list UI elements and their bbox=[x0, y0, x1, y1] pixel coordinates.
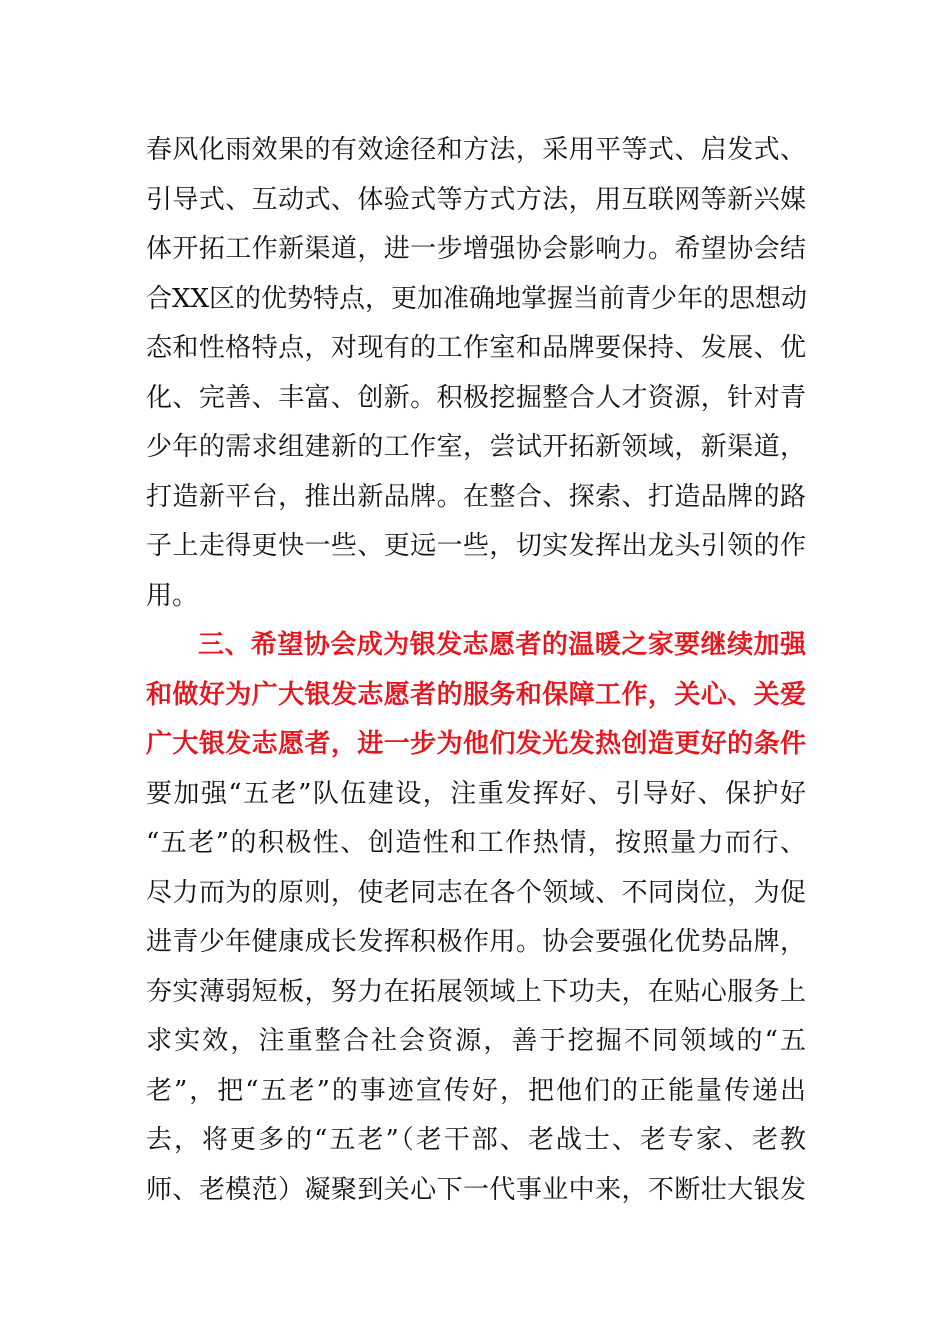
text-line: 子上走得更快一些、更远一些，切实发挥出龙头引领的作 bbox=[146, 531, 806, 561]
text-line: 打造新平台，推出新品牌。在整合、探索、打造品牌的路 bbox=[146, 481, 806, 512]
text-line: 用。 bbox=[146, 580, 199, 611]
text-line: 尽力而为的原则，使老同志在各个领域、不同岗位，为促 bbox=[146, 877, 806, 908]
heading-line: 和做好为广大银发志愿者的服务和保障工作，关心、关爱 bbox=[146, 679, 806, 710]
text-line: 化、完善、丰富、创新。积极挖掘整合人才资源，针对青 bbox=[146, 382, 806, 413]
paragraph-continued bbox=[146, 126, 806, 621]
text-line: 师、老模范）凝聚到关心下一代事业中来，不断壮大银发 bbox=[146, 1174, 806, 1205]
text-line: 进青少年健康成长发挥积极作用。协会要强化优势品牌， bbox=[146, 927, 806, 957]
paragraph-body bbox=[146, 770, 806, 1216]
text-line: 春风化雨效果的有效途径和方法，采用平等式、启发式、 bbox=[146, 135, 806, 165]
text-line: 要加强“五老”队伍建设，注重发挥好、引导好、保护好 bbox=[146, 778, 806, 809]
text-line: 合XX区的优势特点，更加准确地掌握当前青少年的思想动 bbox=[146, 283, 808, 314]
text-line: 求实效，注重整合社会资源，善于挖掘不同领域的“五 bbox=[146, 1026, 806, 1056]
text-line: 态和性格特点，对现有的工作室和品牌要保持、发展、优 bbox=[146, 333, 806, 363]
heading-line: 三、希望协会成为银发志愿者的温暖之家要继续加强 bbox=[198, 630, 806, 660]
heading-line: 广大银发志愿者，进一步为他们发光发热创造更好的条件 bbox=[146, 729, 806, 759]
text-line: 体开拓工作新渠道，进一步增强协会影响力。希望协会结 bbox=[146, 234, 806, 264]
text-line: 去，将更多的“五老”（老干部、老战士、老专家、老教 bbox=[146, 1125, 806, 1155]
text-line: 少年的需求组建新的工作室，尝试开拓新领域，新渠道， bbox=[146, 432, 806, 462]
document-page bbox=[146, 126, 806, 1215]
text-line: “五老”的积极性、创造性和工作热情，按照量力而行、 bbox=[146, 828, 806, 858]
text-line: 老”，把“五老”的事迹宣传好，把他们的正能量传递出 bbox=[146, 1075, 806, 1106]
text-line: 夯实薄弱短板，努力在拓展领域上下功夫，在贴心服务上 bbox=[146, 976, 806, 1007]
text-line: 引导式、互动式、体验式等方式方法，用互联网等新兴媒 bbox=[146, 184, 806, 215]
section-heading bbox=[146, 621, 806, 770]
